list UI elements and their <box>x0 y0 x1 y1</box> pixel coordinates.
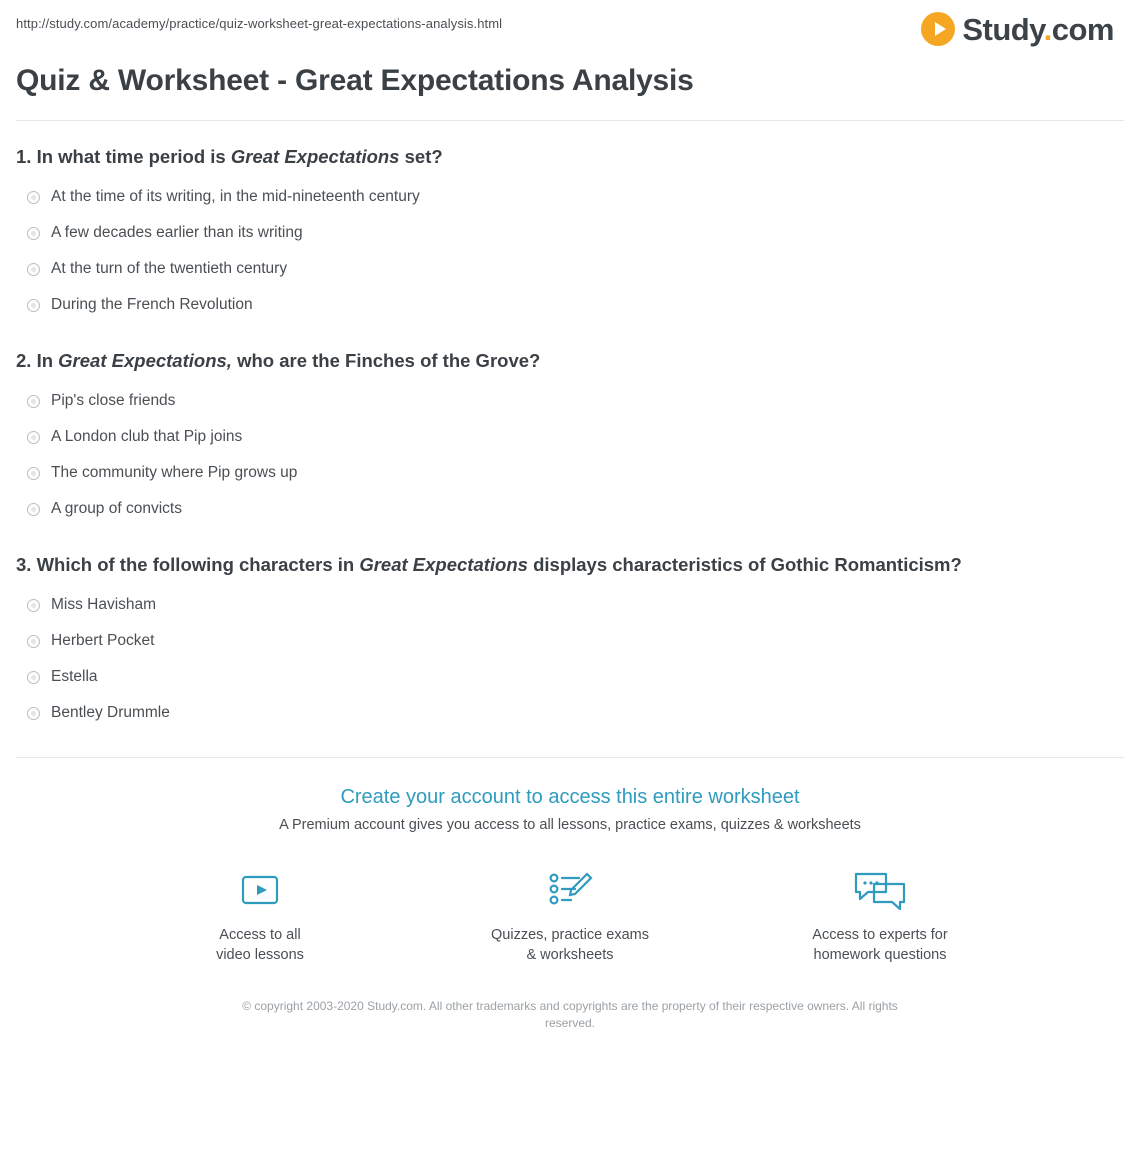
questions-list <box>16 121 1124 731</box>
promo-section <box>16 757 1124 1032</box>
feature-label <box>793 925 968 966</box>
answer-option[interactable] <box>16 659 1124 695</box>
feature-line-1: Access to all <box>219 927 301 944</box>
answer-option[interactable] <box>16 179 1124 215</box>
feature-line-1: Access to experts for <box>812 927 948 944</box>
feature-list <box>16 863 1124 972</box>
answer-option[interactable] <box>16 695 1124 731</box>
question-prefix: In what time period is <box>36 146 231 167</box>
feature-item <box>793 863 968 966</box>
answer-option[interactable] <box>16 383 1124 419</box>
radio-button-icon[interactable] <box>27 227 40 240</box>
answer-label: At the time of its writing, in the mid-nineteenth century <box>51 188 420 206</box>
page-header <box>16 0 1124 50</box>
feature-item <box>483 863 658 966</box>
answer-label: A London club that Pip joins <box>51 428 243 446</box>
logo-dot: . <box>1043 11 1052 47</box>
answer-label: During the French Revolution <box>51 296 253 314</box>
answer-option[interactable] <box>16 623 1124 659</box>
answer-option[interactable] <box>16 287 1124 323</box>
radio-button-icon[interactable] <box>27 263 40 276</box>
answer-label: Herbert Pocket <box>51 632 155 650</box>
video-play-icon <box>173 863 348 917</box>
radio-button-icon[interactable] <box>27 395 40 408</box>
copyright-text: © copyright 2003-2020 Study.com. All other trademarks and copyrights are the property of their respective owners. All rights reserved. <box>242 998 898 1031</box>
answer-label: Pip's close friends <box>51 392 176 410</box>
question-block <box>16 145 1124 323</box>
question-text <box>16 553 1124 577</box>
site-logo[interactable] <box>921 12 1124 46</box>
radio-button-icon[interactable] <box>27 191 40 204</box>
question-italic: Great Expectations <box>359 554 528 576</box>
question-block <box>16 349 1124 527</box>
answer-option[interactable] <box>16 455 1124 491</box>
question-number: 3. <box>16 554 32 576</box>
question-italic: Great Expectations, <box>58 350 232 372</box>
answer-label: Estella <box>51 668 98 686</box>
answer-options <box>16 179 1124 323</box>
answer-option[interactable] <box>16 587 1124 623</box>
checklist-pencil-icon <box>483 863 658 917</box>
answer-label: Miss Havisham <box>51 596 157 614</box>
question-block <box>16 553 1124 731</box>
radio-button-icon[interactable] <box>27 599 40 612</box>
radio-button-icon[interactable] <box>27 299 40 312</box>
page-title: Quiz & Worksheet - Great Expectations Analysis <box>16 64 694 97</box>
answer-label: A few decades earlier than its writing <box>51 224 303 242</box>
question-prefix: Which of the following characters in <box>36 554 360 576</box>
question-italic: Great Expectations <box>230 146 400 167</box>
question-suffix: who are the Finches of the Grove? <box>231 350 541 372</box>
answer-option[interactable] <box>16 215 1124 251</box>
question-text <box>16 145 1124 169</box>
question-text <box>16 349 1124 373</box>
answer-label: The community where Pip grows up <box>51 464 298 482</box>
answer-label: Bentley Drummle <box>51 704 170 722</box>
feature-line-2: video lessons <box>216 947 304 964</box>
create-account-link[interactable]: Create your account to access this entire worksheet <box>340 786 800 809</box>
feature-item <box>173 863 348 966</box>
answer-label: At the turn of the twentieth century <box>51 260 288 278</box>
answer-option[interactable] <box>16 491 1124 527</box>
logo-text <box>962 11 1114 47</box>
feature-label <box>173 925 348 966</box>
chat-bubbles-icon <box>793 863 968 917</box>
feature-line-1: Quizzes, practice exams <box>491 927 649 944</box>
question-number: 2. <box>16 350 32 372</box>
answer-option[interactable] <box>16 251 1124 287</box>
feature-line-2: homework questions <box>813 947 947 964</box>
answer-options <box>16 587 1124 731</box>
logo-tld: com <box>1051 11 1114 47</box>
question-prefix: In <box>36 350 59 372</box>
radio-button-icon[interactable] <box>27 467 40 480</box>
radio-button-icon[interactable] <box>27 503 40 516</box>
logo-brand: Study <box>962 11 1044 47</box>
question-suffix: displays characteristics of Gothic Romanticism? <box>527 554 962 576</box>
promo-subtitle: A Premium account gives you access to all lessons, practice exams, quizzes & worksheets <box>279 817 861 834</box>
question-suffix: set? <box>399 146 443 167</box>
feature-label <box>483 925 658 966</box>
radio-button-icon[interactable] <box>27 635 40 648</box>
question-number: 1. <box>16 146 32 167</box>
answer-options <box>16 383 1124 527</box>
play-circle-icon <box>921 12 955 46</box>
page-url: http://study.com/academy/practice/quiz-worksheet-great-expectations-analysis.html <box>16 16 503 31</box>
radio-button-icon[interactable] <box>27 707 40 720</box>
answer-label: A group of convicts <box>51 500 182 518</box>
radio-button-icon[interactable] <box>27 431 40 444</box>
radio-button-icon[interactable] <box>27 671 40 684</box>
answer-option[interactable] <box>16 419 1124 455</box>
feature-line-2: & worksheets <box>526 947 614 964</box>
